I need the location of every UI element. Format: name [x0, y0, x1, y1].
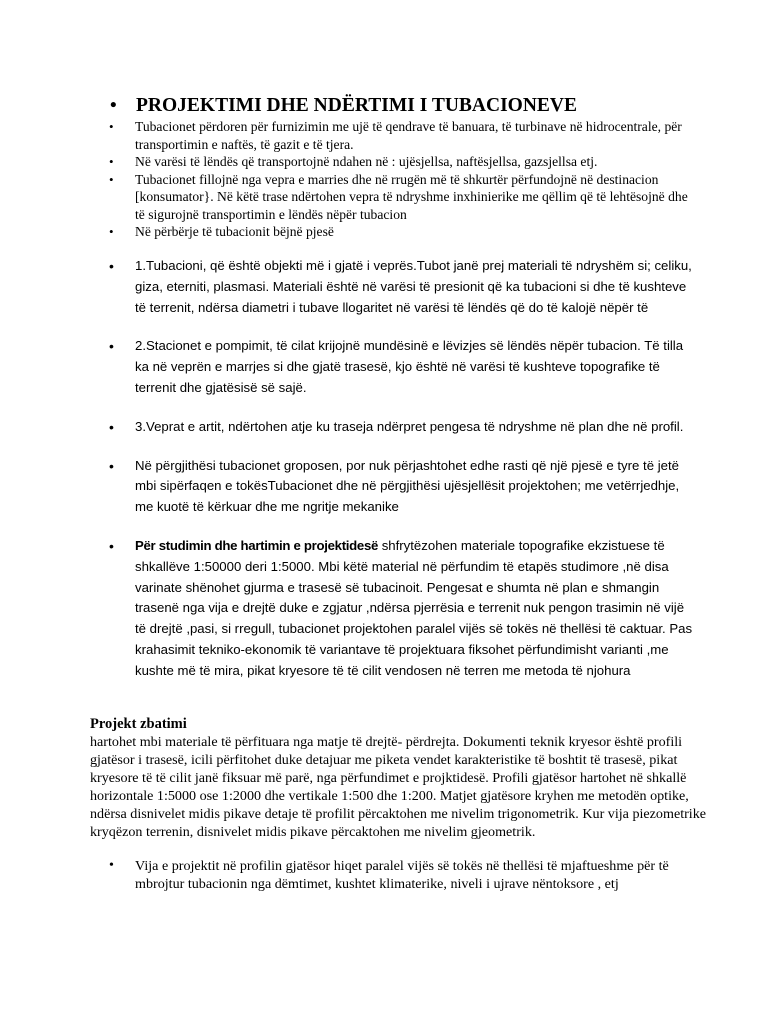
bullet-icon: • [109, 858, 114, 873]
title-text: PROJEKTIMI DHE NDËRTIMI I TUBACIONEVE [136, 95, 578, 116]
bullet-icon: • [109, 154, 114, 169]
study-text: shfrytëzohen materiale topografike ekzistuese të shkallëve 1:50000 deri 1:5000. Mbi këtë material në përfundim të etapës studimore ,në disa varinate shënohet gjurma e trasesë së tubacinoit. Pengesat e shumta në plan e shmangin trasenë nga vija e drejtë duke e zgjatur ,ndërsa pjerrësia e terrenit nuk pengon trasimin në vijë të drejtë ,pasi, si rregull, tubacionet projektohen paralel vijës së tokës në thellësi të caktuar. Pas krahasimit tekniko-ekonomik të variantave të projektuara fiksohet përfundimisht varianti ,me kushte më të mira, pikat kryesore të të cilit vendosen në terren me metoda të njohura [135, 537, 693, 678]
bullet-icon: • [109, 338, 114, 355]
list-item [109, 857, 695, 893]
list-item [109, 456, 695, 518]
list-item [109, 536, 695, 682]
list-item [109, 256, 695, 318]
project-list [109, 857, 695, 893]
list-item-text: 1.Tubacioni, që është objekti më i gjatë i veprës.Tubot janë prej materiali të ndryshëm si; celiku, giza, eterniti, plasmasi. Materiali është në varësi të presionit që ka tubacioni si dhe të kushteve të terrenit, ndërsa diametri i tubave llogaritet në varësi të lëndës që do të kalojë nëpër të [135, 258, 692, 315]
list-item [109, 171, 695, 224]
bullet-icon: • [109, 258, 114, 274]
list-item [109, 336, 695, 398]
list-item-text: Në përgjithësi tubacionet groposen, por nuk përjashtohet edhe rasti që një pjesë e tyre të jetë mbi sipërfaqen e tokësTubacionet dhe në përgjithësi ujësjellësit projektohen; me vetërrjedhje, me kuotë të kërkuar dhe me ngritje mekanike [135, 457, 680, 515]
bullet-icon: • [109, 224, 114, 239]
section-paragraph: hartohet mbi materiale të përfituara nga matje të drejtë- përdrejta. Dokumenti teknik kryesor është profili gjatësor i trasesë, icili përfitohet duke detajuar me piketa vendet karakteristike të boshtit të trasesë, pikat kryesore të të cilit janë fiksuar më parë, nga përfundimet e projktidesë. Profili gjatësor hartohet në shkallë horizontale 1:5000 ose 1:2000 dhe vertikale 1:500 dhe 1:200. Matjet gjatësore kryhen me metodën optike, ndërsa disnivelet midis pikave detaje të profilit përcaktohen me nivelim trigonometrik. Kur vija piezometrike kryqëzon terrenin, disnivelet midis pikave përcaktohen me nivelim gjeometrik. [90, 734, 707, 840]
study-lead: Për studimin dhe hartimin e projektidesë [135, 537, 379, 553]
list-item-text: Vija e projektit në profilin gjatësor hiqet paralel vijës së tokës në thellësi të mjaftueshme për të mbrojtur tubacionin nga dëmtimet, kushtet klimaterike, niveli i ujrave nëntoksore , etj [135, 858, 669, 892]
list-item [109, 223, 695, 241]
list-item-text: Në përbërje të tubacionit bëjnë pjesë [135, 224, 334, 239]
bullet-icon: • [110, 95, 117, 116]
list-item [109, 417, 695, 438]
list-item-text: Në varësi të lëndës që transportojnë ndahen në : ujësjellsa, naftësjellsa, gazsjellsa etj. [135, 154, 598, 169]
list-item [109, 153, 695, 171]
bullet-icon: • [109, 418, 114, 435]
list-item [109, 118, 695, 153]
list-item-text: 2.Stacionet e pompimit, të cilat krijojnë mundësinë e lëvizjes së lëndës nëpër tubacion. Të tilla ka në veprën e marrjes si dhe gjatë trasesë, kjo është në varësi të kushteve topografike të terrenit dhe gjatësisë së sajë. [135, 338, 684, 395]
list-item-text: 3.Veprat e artit, ndërtohen atje ku traseja ndërpret pengesa të ndryshme në plan dhe në profil. [135, 418, 684, 434]
section-heading: Projekt zbatimi [90, 716, 187, 732]
bullet-icon: • [109, 171, 114, 187]
list-item-text: Tubacionet fillojnë nga vepra e marries dhe në rrugën më të shkurtër përfundojnë në destinacion [konsumator}. Në këtë trase ndërtohen vepra të ndryshme inxhinierike me qëllim që të lehtësojnë dhe të sigurojnë transportimin e lëndës nëpër tubacion [135, 171, 688, 222]
components-list [109, 256, 695, 700]
intro-list [109, 118, 695, 241]
list-item-text: Tubacionet përdoren për furnizimin me ujë të qendrave të banuara, të turbinave në hidrocentrale, për transportimin e naftës, të gazit e të tjera. [135, 119, 682, 152]
bullet-icon: • [109, 457, 114, 474]
page-title [110, 94, 696, 118]
bullet-icon: • [109, 537, 114, 554]
bullet-icon: • [109, 119, 114, 134]
